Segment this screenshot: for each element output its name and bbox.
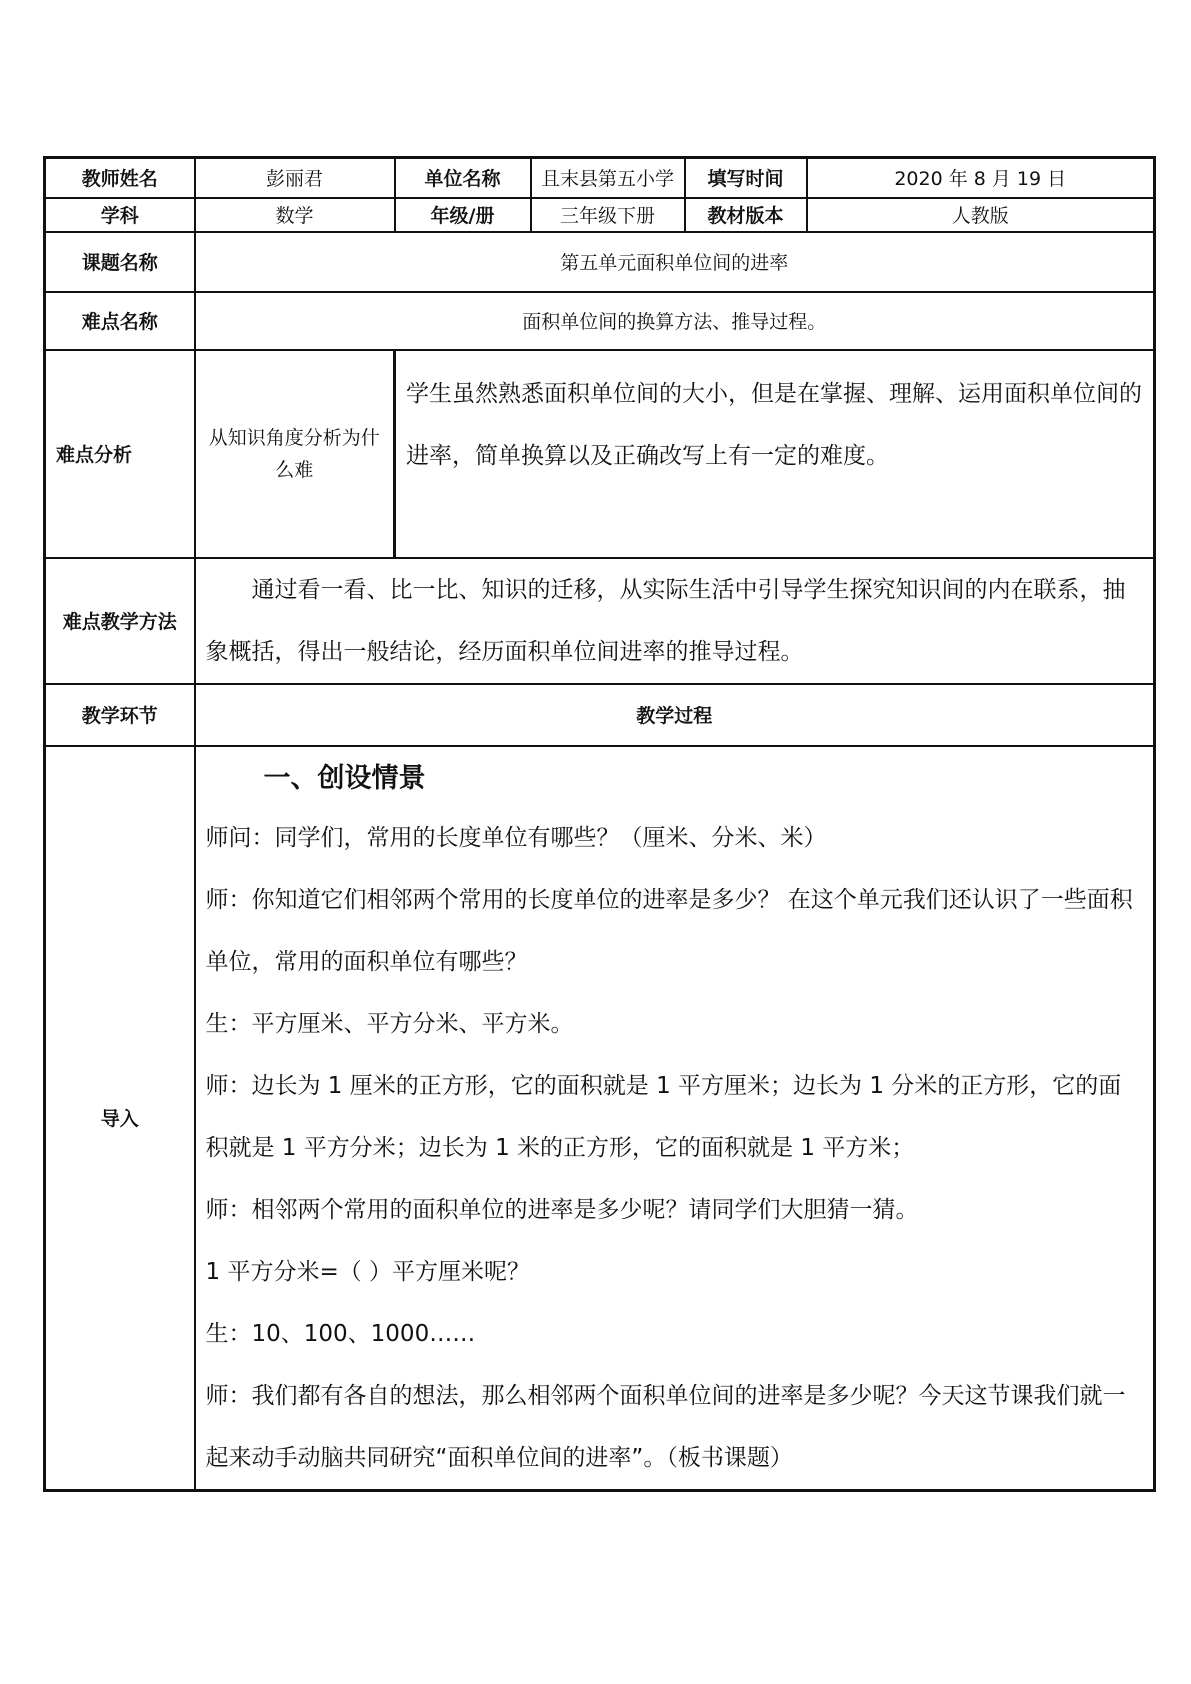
- edition-value: 人教版: [807, 198, 1155, 232]
- intro-row: [45, 746, 1155, 1491]
- process-header-row: [45, 684, 1155, 746]
- method-label: 难点教学方法: [45, 558, 195, 684]
- header-row-1: [45, 158, 1155, 198]
- teacher-value: 彭丽君: [195, 158, 395, 198]
- intro-line: 师：我们都有各自的想法，那么相邻两个面积单位间的进率是多少呢？今天这节课我们就一起来动手动脑共同研究“面积单位间的进率”。（板书课题）: [205, 1382, 1126, 1471]
- topic-value: 第五单元面积单位间的进率: [195, 232, 1155, 292]
- difficulty-row: [45, 292, 1155, 350]
- difficulty-value: 面积单位间的换算方法、推导过程。: [195, 292, 1155, 350]
- intro-line: 师：边长为 1 厘米的正方形，它的面积就是 1 平方厘米；边长为 1 分米的正方形，它的面积就是 1 平方分米；边长为 1 米的正方形，它的面积就是 1 平方米；: [205, 1072, 1122, 1161]
- subject-label: 学科: [45, 198, 195, 232]
- intro-heading: 一、创设情景: [263, 762, 426, 794]
- analysis-sub-label: 从知识角度分析为什么难: [195, 350, 395, 558]
- lesson-plan-table: [43, 156, 1156, 1492]
- date-value: 2020 年 8 月 19 日: [807, 158, 1155, 198]
- intro-line: 生：平方厘米、平方分米、平方米。: [205, 1010, 574, 1037]
- unit-label: 单位名称: [395, 158, 531, 198]
- date-label: 填写时间: [685, 158, 807, 198]
- grade-label: 年级/册: [395, 198, 531, 232]
- method-value: 通过看一看、比一比、知识的迁移，从实际生活中引导学生探究知识间的内在联系，抽象概括，得出一般结论，经历面积单位间进率的推导过程。: [195, 558, 1155, 684]
- intro-line: 师：你知道它们相邻两个常用的长度单位的进率是多少？ 在这个单元我们还认识了一些面积单位，常用的面积单位有哪些？: [205, 886, 1133, 975]
- header-row-2: [45, 198, 1155, 232]
- edition-label: 教材版本: [685, 198, 807, 232]
- topic-label: 课题名称: [45, 232, 195, 292]
- grade-value: 三年级下册: [531, 198, 685, 232]
- difficulty-label: 难点名称: [45, 292, 195, 350]
- lesson-plan-sheet: [43, 156, 1153, 1492]
- analysis-label: 难点分析: [45, 350, 195, 558]
- intro-process: [195, 746, 1155, 1491]
- process-header: 教学过程: [195, 684, 1155, 746]
- stage-header: 教学环节: [45, 684, 195, 746]
- intro-line: 生：10、100、1000……: [205, 1320, 476, 1347]
- subject-value: 数学: [195, 198, 395, 232]
- intro-line: 师问：同学们，常用的长度单位有哪些？（厘米、分米、米）: [205, 824, 827, 851]
- analysis-row: [45, 350, 1155, 558]
- intro-line: 1 平方分米=（ ）平方厘米呢？: [205, 1258, 531, 1285]
- teacher-label: 教师姓名: [45, 158, 195, 198]
- method-row: [45, 558, 1155, 684]
- analysis-value: 学生虽然熟悉面积单位间的大小，但是在掌握、理解、运用面积单位间的进率，简单换算以及正确改写上有一定的难度。: [395, 350, 1155, 558]
- topic-row: [45, 232, 1155, 292]
- intro-line: 师：相邻两个常用的面积单位的进率是多少呢？请同学们大胆猜一猜。: [205, 1196, 919, 1223]
- unit-value: 且末县第五小学: [531, 158, 685, 198]
- intro-stage-label: 导入: [45, 746, 195, 1491]
